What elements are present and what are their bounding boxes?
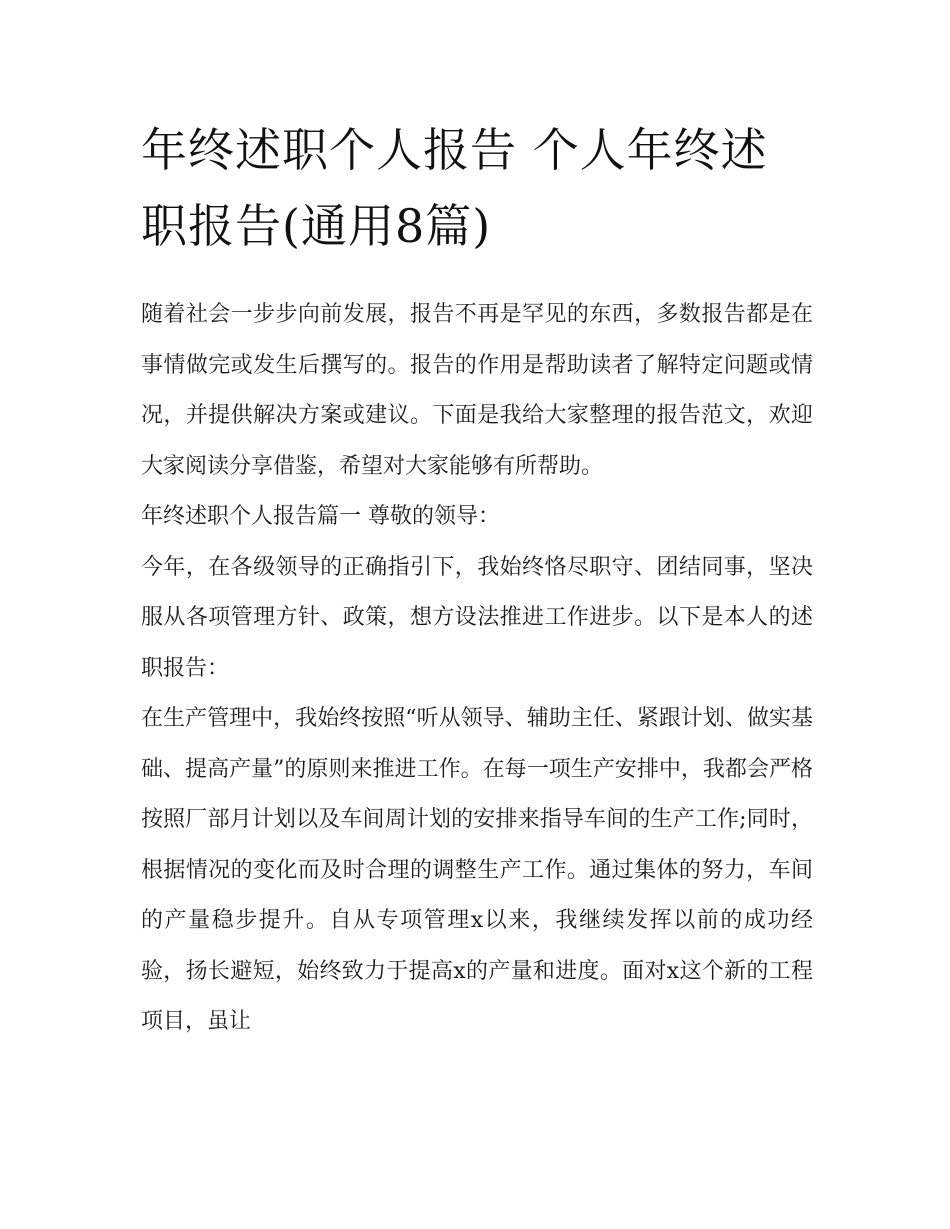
body-paragraph: 今年，在各级领导的正确指引下，我始终恪尽职守、团结同事，坚决服从各项管理方针、政策，想方设法推进工作进步。以下是本人的述职报告： (141, 554, 813, 681)
section-heading-paragraph: 年终述职个人报告篇一 尊敬的领导： (141, 504, 500, 529)
document-title: 年终述职个人报告 个人年终述职报告(通用8篇) (141, 123, 768, 253)
document-body (141, 112, 813, 1048)
intro-paragraph: 随着社会一步步向前发展，报告不再是罕见的东西，多数报告都是在事情做完或发生后撰写的。报告的作用是帮助读者了解特定问题或情况，并提供解决方案或建议。下面是我给大家整理的报告范文，欢迎大家阅读分享借鉴，希望对大家能够有所帮助。 (141, 302, 813, 479)
body-paragraph: 在生产管理中，我始终按照“听从领导、辅助主任、紧跟计划、做实基础、提高产量”的原则来推进工作。在每一项生产安排中，我都会严格按照厂部月计划以及车间周计划的安排来指导车间的生产工作;同时，根据情况的变化而及时合理的调整生产工作。通过集体的努力，车间的产量稳步提升。自从专项管理x以来，我继续发挥以前的成功经验，扬长避短，始终致力于提高x的产量和进度。面对x这个新的工程项目，虽让 (141, 706, 813, 1034)
